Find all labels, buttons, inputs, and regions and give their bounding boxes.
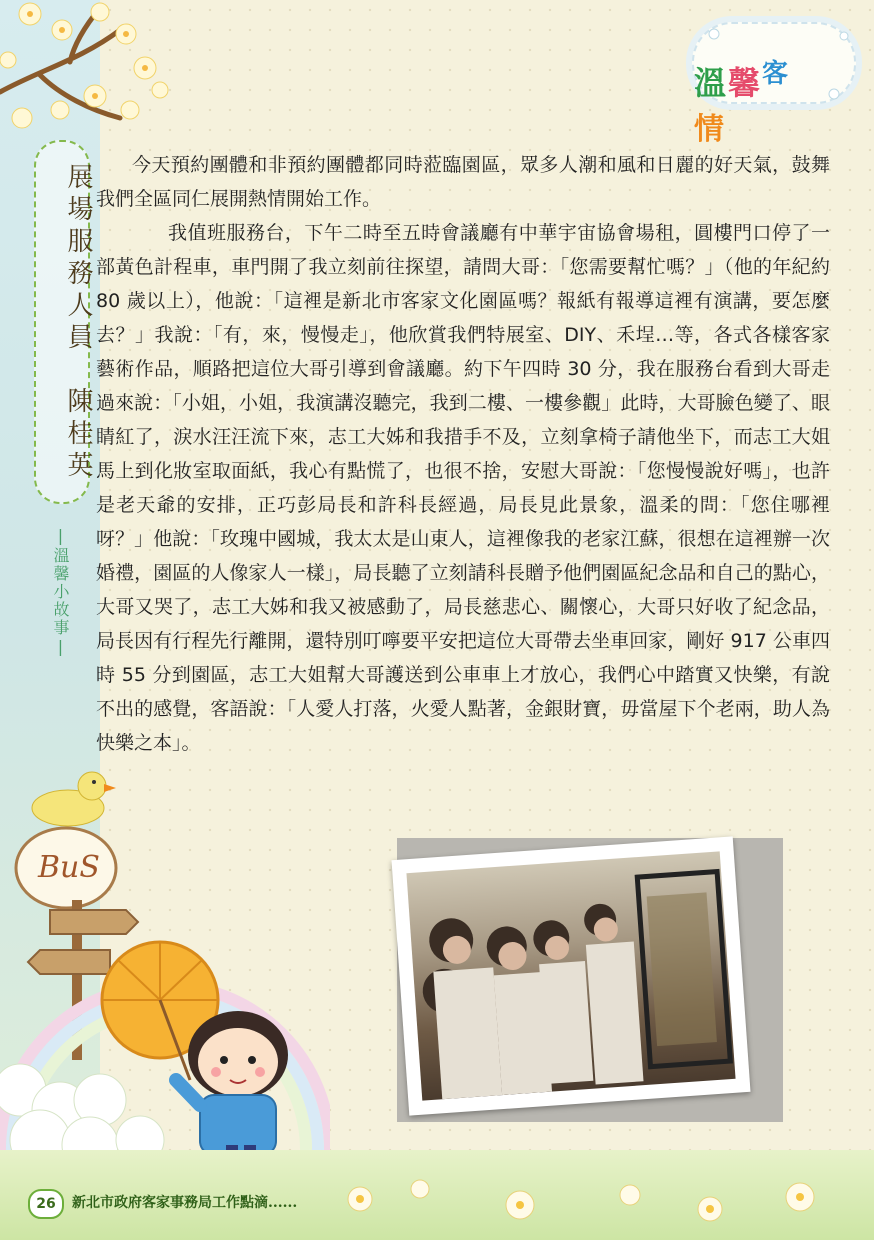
article-paragraph-2: 我值班服務台，下午二時至五時會議廳有中華宇宙協會場租，圓樓門口停了一部黃色計程車，車門開了我立刻前往探望，請問大哥：「您需要幫忙嗎？」（他的年紀約 80 歲以上），他說：「這裡是新北市客家文化園區嗎？報紙有報導這裡有演講，要怎麼去？」我說：「有，來，慢慢走」，他欣賞我們特展室、DIY、禾埕…等，各式各樣客家藝術作品，順路把這位大哥引導到會議廳。約下午四時 30 分，我在服務台看到大哥走過來說：「小姐，小姐，我演講沒聽完，我到二樓、一樓參觀」此時，大哥臉色變了、眼睛紅了，淚水汪汪流下來，志工大姊和我措手不及，立刻拿椅子請他坐下，而志工大姐馬上到化妝室取面紙，我心有點慌了，也很不捨，安慰大哥說：「您慢慢說好嗎」，也許是老天爺的安排，正巧彭局長和許科長經過，局長見此景象，溫柔的問：「您住哪裡呀？」他說：「玫瑰中國城，我太太是山東人，這裡像我的老家江蘇，很想在這裡辦一次婚禮，園區的人像家人一樣」，局長聽了立刻請科長贈予他們園區紀念品和自己的點心，大哥又哭了，志工大姊和我又被感動了，局長慈悲心、關懷心，大哥只好收了紀念品，局長因有行程先行離開，還特別叮嚀要平安把這位大哥帶去坐車回家，剛好 917 公車四時 55 分到園區，志工大姐幫大哥護送到公車車上才放心，我們心中踏實又快樂，有說不出的感覺，客語說：「人愛人打落，火愛人點著，金銀財寶，毋當屋下个老兩，助人為快樂之本」。 bbox=[96, 222, 830, 754]
sidebar-section-tag: |溫馨小故事| bbox=[51, 526, 70, 658]
author-box bbox=[34, 140, 93, 504]
event-photo-image bbox=[406, 851, 735, 1100]
author-role: 展場服務人員 bbox=[63, 163, 93, 355]
author-name: 陳桂英 bbox=[63, 387, 93, 483]
bus-sign-label: BuS bbox=[38, 850, 100, 885]
publication-title: 新北市政府客家事務局工作點滴...... bbox=[72, 1195, 298, 1211]
article-paragraph-1: 今天預約團體和非預約團體都同時蒞臨園區，眾多人潮和風和日麗的好天氣，鼓舞我們全區同仁展開熱情開始工作。 bbox=[96, 154, 830, 210]
section-title-badge bbox=[692, 22, 856, 147]
article-body bbox=[96, 148, 830, 760]
footer-flowers-decoration bbox=[330, 1165, 850, 1235]
author-credit bbox=[46, 158, 98, 488]
section-title bbox=[694, 58, 820, 148]
umbrella-girl-illustration bbox=[0, 940, 330, 1170]
blossom-branch-illustration bbox=[0, 0, 190, 150]
visitors-photo-scene bbox=[406, 851, 735, 1100]
event-photo bbox=[391, 836, 750, 1115]
title-char-4: 情 bbox=[694, 112, 726, 147]
page-number: 26 bbox=[28, 1189, 64, 1219]
title-char-3: 客 bbox=[762, 59, 791, 89]
title-char-2: 馨 bbox=[728, 64, 763, 102]
title-char-1: 溫 bbox=[694, 64, 729, 102]
